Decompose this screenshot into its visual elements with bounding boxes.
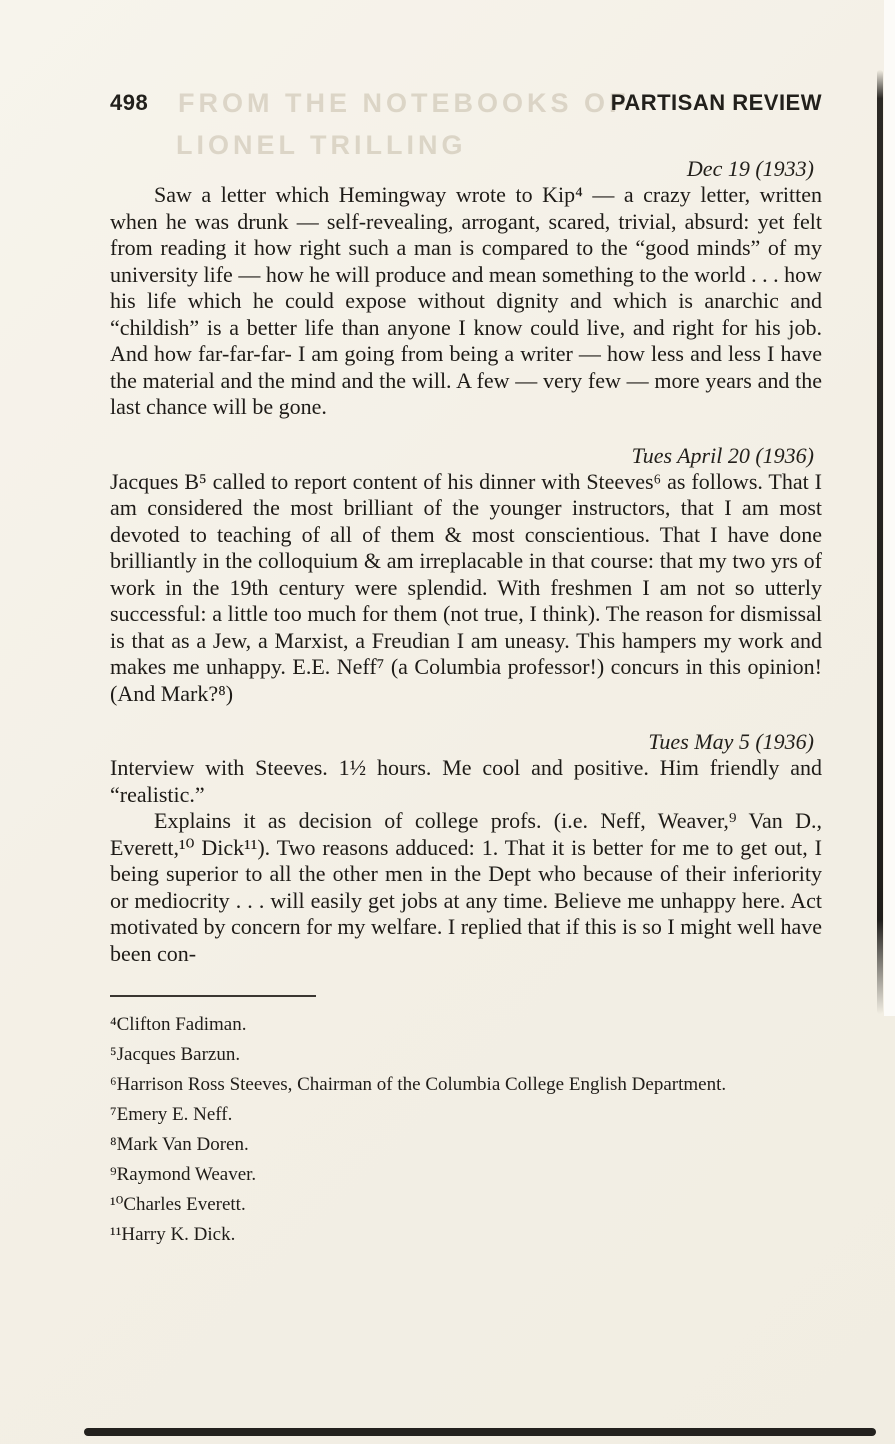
journal-entry-1 <box>110 156 822 421</box>
footnote: ⁹Raymond Weaver. <box>110 1164 257 1185</box>
page-number: 498 <box>110 90 149 115</box>
binding-shadow-bar <box>877 70 883 1014</box>
footnote: ⁴Clifton Fadiman. <box>110 1014 247 1035</box>
entry-date: Tues May 5 (1936) <box>648 729 814 754</box>
entry-paragraph: Jacques B⁵ called to report content of his dinner with Steeves⁶ as follows. That I am considered the most brilliant of the younger instructors, that I am most devoted to teaching of all of them & most conscientious. That I have done brilliantly in the colloquium & am irreplacable in that course: that my two yrs of work in the 19th century were splendid. With freshmen I am not so utterly successful: a little too much for them (not true, I think). The reason for dismissal is that as a Jew, a Marxist, a Freudian I am uneasy. This hampers my work and makes me unhappy. E.E. Neff⁷ (a Columbia professor!) concurs in this opinion! (And Mark?⁸) <box>110 468 822 706</box>
entry-paragraph: Explains it as decision of college profs. (i.e. Neff, Weaver,⁹ Van D., Everett,¹⁰ Dick¹¹). Two reasons adduced: 1. That it is better for me to get out, I being superior to all the other men in the Dept who because of their inferiority or mediocrity . . . will easily get jobs at any time. Believe me unhappy here. Act motivated by concern for my welfare. I replied that if this is so I might well have been con- <box>110 808 822 966</box>
footnote-separator-rule <box>110 995 316 997</box>
entry-date: Dec 19 (1933) <box>686 156 814 181</box>
page-edge-highlight <box>884 0 895 1016</box>
entry-paragraph: Interview with Steeves. 1½ hours. Me cool and positive. Him friendly and “realistic.” <box>110 755 822 807</box>
running-head <box>110 90 822 116</box>
journal-entry-3 <box>110 729 822 967</box>
footnote: ⁷Emery E. Neff. <box>110 1104 233 1125</box>
entry-paragraph: Saw a letter which Hemingway wrote to Kip⁴ — a crazy letter, written when he was drunk — self-revealing, arrogant, scared, trivial, absurd: yet felt from reading it how right such a man is compared to the “good minds” of my university life — how he will produce and mean something to the world . . . how his life which he could expose without dignity and which is anarchic and “childish” is a better life than anyone I know could live, and right for his job. And how far-far-far- I am going from being a writer — how less and less I have the material and the mind and the will. A few — very few — more years and the last chance will be gone. <box>110 182 822 419</box>
footnote: ¹⁰Charles Everett. <box>110 1194 246 1215</box>
show-through-text-line2: LIONEL TRILLING <box>176 130 467 160</box>
footnote: ⁶Harrison Ross Steeves, Chairman of the Columbia College English Department. <box>110 1074 727 1095</box>
journal-entry-2 <box>110 443 822 708</box>
entry-date: Tues April 20 (1936) <box>631 442 814 468</box>
page-content <box>110 90 822 1255</box>
show-through-text-line1: FROM THE NOTEBOOKS OF <box>178 88 630 118</box>
journal-title: PARTISAN REVIEW <box>610 90 822 115</box>
footnote: ⁸Mark Van Doren. <box>110 1134 249 1155</box>
footnotes-section <box>110 1015 822 1245</box>
scan-bottom-edge-bar <box>84 1428 876 1436</box>
footnote: ⁵Jacques Barzun. <box>110 1044 241 1065</box>
footnote: ¹¹Harry K. Dick. <box>110 1224 236 1245</box>
